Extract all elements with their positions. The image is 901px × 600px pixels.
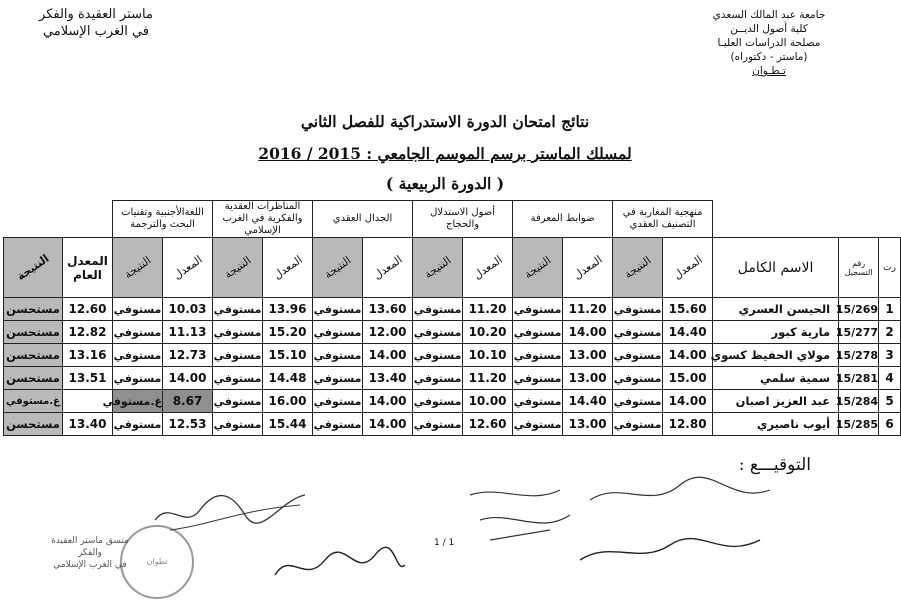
registration-number: 15/277 <box>839 321 879 344</box>
general-average: 12.82 <box>63 321 113 344</box>
module-average: 11.13 <box>163 321 213 344</box>
module-result: مستوفي <box>413 344 463 367</box>
module-average: 13.00 <box>563 413 613 436</box>
col-header-name: الاسم الكامل <box>713 238 839 298</box>
col-header-general-avg: المعدل العام <box>63 238 113 298</box>
signature-label: التوقيـــع : <box>738 455 811 475</box>
module-average: 14.00 <box>363 413 413 436</box>
module-average: 14.40 <box>563 390 613 413</box>
module-result: مستوفي <box>513 298 563 321</box>
col-header-result: النتيجة <box>113 238 163 298</box>
handwritten-signature-3 <box>460 480 580 550</box>
official-stamp: تطوان <box>120 525 194 599</box>
col-header-result: النتيجة <box>313 238 363 298</box>
registration-number: 15/269 <box>839 298 879 321</box>
module-average: 13.00 <box>563 367 613 390</box>
col-header-avg: المعدل <box>463 238 513 298</box>
module-average: 14.00 <box>563 321 613 344</box>
module-average: 11.20 <box>563 298 613 321</box>
registration-number: 15/278 <box>839 344 879 367</box>
final-result: مستحسن <box>4 344 63 367</box>
module-average: 10.20 <box>463 321 513 344</box>
module-result: مستوفي <box>513 390 563 413</box>
module-average: 10.10 <box>463 344 513 367</box>
registration-number: 15/284 <box>839 390 879 413</box>
master-program-header <box>6 6 186 40</box>
row-number: 4 <box>879 367 901 390</box>
handwritten-signature-4 <box>580 470 780 570</box>
city-name: تـطـوان <box>752 65 786 77</box>
final-result: مستحسن <box>4 413 63 436</box>
row-number: 6 <box>879 413 901 436</box>
general-average: 13.51 <box>63 367 113 390</box>
col-header-result: النتيجة <box>213 238 263 298</box>
module-header: المناظرات العقدية والفكرية في الغرب الإسلامي <box>213 201 313 238</box>
module-header: اللغةالأجنبية وتقنيات البحث والترجمة <box>113 201 213 238</box>
student-name: أيوب ناصيري <box>713 413 839 436</box>
handwritten-signature-1 <box>150 470 310 540</box>
module-result: مستوفي <box>313 390 363 413</box>
module-result: مستوفي <box>413 321 463 344</box>
module-result: مستوفي <box>313 413 363 436</box>
module-average: 14.48 <box>263 367 313 390</box>
module-average: 14.00 <box>363 390 413 413</box>
handwritten-signature-2 <box>270 545 410 590</box>
module-average: 12.80 <box>663 413 713 436</box>
module-result: مستوفي <box>613 413 663 436</box>
module-result: مستوفي <box>513 367 563 390</box>
module-result: مستوفي <box>413 298 463 321</box>
registration-number: 15/281 <box>839 367 879 390</box>
module-average: 13.96 <box>263 298 313 321</box>
module-header-row <box>4 201 901 238</box>
module-result: مستوفي <box>213 413 263 436</box>
final-result: غ.مستوفي <box>4 390 63 413</box>
module-result: مستوفي <box>113 321 163 344</box>
final-result: مستحسن <box>4 298 63 321</box>
module-average: 15.20 <box>263 321 313 344</box>
student-name: سمية سلمي <box>713 367 839 390</box>
general-average: 13.16 <box>63 344 113 367</box>
module-result: مستوفي <box>113 367 163 390</box>
program-line-2: في الغرب الإسلامي <box>42 24 150 39</box>
table-row <box>4 367 901 390</box>
row-number: 5 <box>879 390 901 413</box>
module-average: 15.44 <box>263 413 313 436</box>
module-average: 13.00 <box>563 344 613 367</box>
col-header-result: النتيجة <box>513 238 563 298</box>
page-number: 1 / 1 <box>434 538 455 548</box>
general-average: 13.40 <box>63 413 113 436</box>
document-title: نتائج امتحان الدورة الاستدراكية للفصل الثاني <box>300 112 590 131</box>
module-result: مستوفي <box>213 321 263 344</box>
module-average: 12.60 <box>463 413 513 436</box>
module-result: مستوفي <box>213 298 263 321</box>
module-average: 14.00 <box>163 367 213 390</box>
faculty-name: كلية أصول الديــن <box>730 23 808 35</box>
module-result: مستوفي <box>413 390 463 413</box>
final-result: مستحسن <box>4 367 63 390</box>
module-average: 12.73 <box>163 344 213 367</box>
student-name: الحيسن العسري <box>713 298 839 321</box>
module-average: 14.00 <box>363 344 413 367</box>
registration-number: 15/285 <box>839 413 879 436</box>
module-header: الجدال العقدي <box>313 201 413 238</box>
stamp-caption: منسق ماستر العقيدة والفكر في الغرب الإسلامي <box>51 536 129 570</box>
col-header-result: النتيجة <box>613 238 663 298</box>
module-result: مستوفي <box>113 413 163 436</box>
col-header-avg: المعدل <box>663 238 713 298</box>
column-header-row <box>4 238 901 298</box>
module-average: 13.40 <box>363 367 413 390</box>
module-average: 12.53 <box>163 413 213 436</box>
degree-level: (ماستر - دكتوراه) <box>730 51 808 63</box>
module-result: مستوفي <box>613 321 663 344</box>
module-header: ضوابط المعرفة <box>513 201 613 238</box>
program-line-1: ماستر العقيدة والفكر <box>39 7 153 22</box>
module-header: منهجية المغاربة في التصنيف العقدي <box>613 201 713 238</box>
module-result: مستوفي <box>613 298 663 321</box>
module-average: 11.20 <box>463 367 513 390</box>
module-average: 14.00 <box>663 344 713 367</box>
module-header: أصول الاستدلال والحجاج <box>413 201 513 238</box>
row-number: 3 <box>879 344 901 367</box>
student-name: مولاي الحفيظ كسوي <box>713 344 839 367</box>
module-result: غ.مستوفي <box>113 390 163 413</box>
module-average: 8.67 <box>163 390 213 413</box>
module-result: مستوفي <box>513 344 563 367</box>
row-number: 2 <box>879 321 901 344</box>
col-header-registration: رقم التسجيل <box>839 238 879 298</box>
col-header-number: رت <box>879 238 901 298</box>
module-average: 15.10 <box>263 344 313 367</box>
table-row <box>4 298 901 321</box>
row-number: 1 <box>879 298 901 321</box>
session-label: ( الدورة الربيعية ) <box>385 174 505 193</box>
module-result: مستوفي <box>213 344 263 367</box>
final-result: مستحسن <box>4 321 63 344</box>
module-average: 14.00 <box>663 390 713 413</box>
module-average: 15.00 <box>663 367 713 390</box>
module-result: مستوفي <box>513 413 563 436</box>
module-result: مستوفي <box>213 367 263 390</box>
col-header-avg: المعدل <box>163 238 213 298</box>
module-result: مستوفي <box>513 321 563 344</box>
module-result: مستوفي <box>113 298 163 321</box>
table-row <box>4 413 901 436</box>
table-row <box>4 344 901 367</box>
module-result: مستوفي <box>313 344 363 367</box>
module-average: 16.00 <box>263 390 313 413</box>
student-name: عبد العزيز اصبان <box>713 390 839 413</box>
module-result: مستوفي <box>613 367 663 390</box>
col-header-avg: المعدل <box>563 238 613 298</box>
university-name: جامعة عبد المالك السعدي <box>712 9 826 21</box>
general-average: 12.60 <box>63 298 113 321</box>
student-name: مارية كبور <box>713 321 839 344</box>
module-result: مستوفي <box>113 344 163 367</box>
col-header-avg: المعدل <box>263 238 313 298</box>
module-result: مستوفي <box>613 390 663 413</box>
module-result: مستوفي <box>613 344 663 367</box>
module-average: 15.60 <box>663 298 713 321</box>
table-row <box>4 321 901 344</box>
module-average: 14.40 <box>663 321 713 344</box>
col-header-avg: المعدل <box>363 238 413 298</box>
module-result: مستوفي <box>313 321 363 344</box>
module-result: مستوفي <box>313 298 363 321</box>
module-average: 10.03 <box>163 298 213 321</box>
module-result: مستوفي <box>413 413 463 436</box>
col-header-result: النتيجة <box>413 238 463 298</box>
module-result: مستوفي <box>413 367 463 390</box>
module-result: مستوفي <box>313 367 363 390</box>
document-subtitle: لمسلك الماستر برسم الموسم الجامعي : 2015 / 2016 <box>258 144 632 163</box>
results-table <box>3 200 901 436</box>
module-average: 13.60 <box>363 298 413 321</box>
col-header-final-result: النتيجة <box>4 238 63 298</box>
module-average: 12.00 <box>363 321 413 344</box>
table-row <box>4 390 901 413</box>
module-average: 11.20 <box>463 298 513 321</box>
university-header <box>669 8 869 78</box>
module-average: 10.00 <box>463 390 513 413</box>
department-name: مصلحة الدراسات العليـا <box>717 37 821 49</box>
module-result: مستوفي <box>213 390 263 413</box>
